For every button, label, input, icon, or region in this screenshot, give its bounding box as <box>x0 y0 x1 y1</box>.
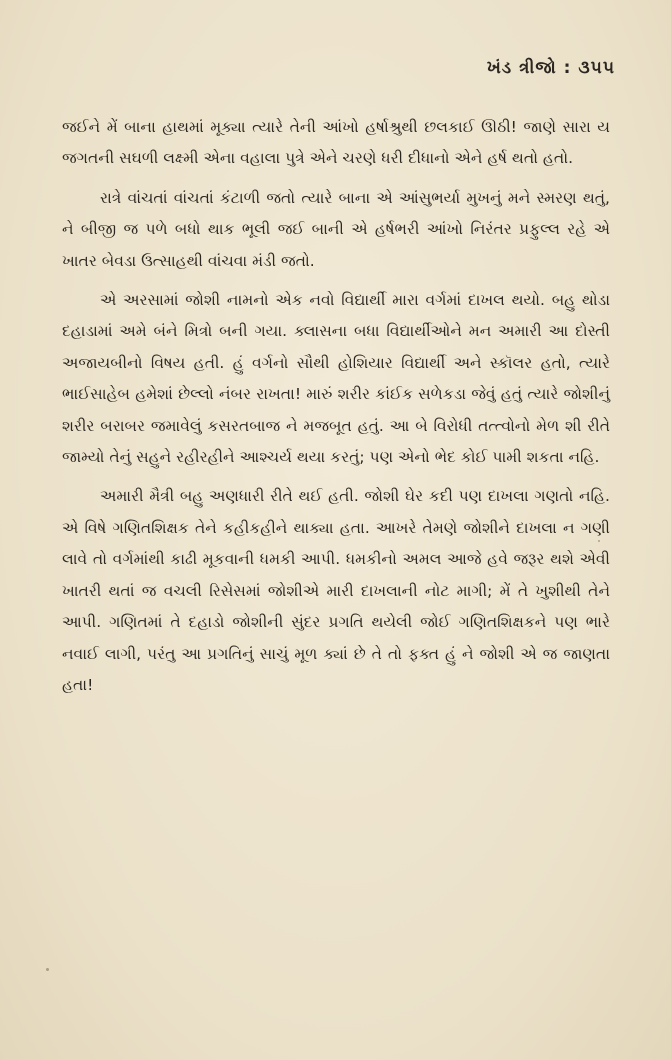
paragraph-3: એ અરસામાં જોશી નામનો એક નવો વિદ્યાર્થી મારા વર્ગમાં દાખલ થયો. બહુ થોડા દહાડામાં અમે બંને મિત્રો બની ગયા. ક્લાસના બધા વિદ્યાર્થીઓને મન અમારી આ દોસ્તી અજાયબીનો વિષય હતી. હું વર્ગનો સૌથી હોશિયાર વિદ્યાર્થી અને સ્કૉલર હતો, ત્યારે ભાઈસાહેબ હમેશાં છેલ્લો નંબર રાખતા! મારું શરીર કાંઈક સળેકડા જેવું હતું ત્યારે જોશીનું શરીર બરાબર જમાવેલું કસરતબાજ ને મજબૂત હતું. આ બે વિરોધી તત્ત્વોનો મેળ શી રીતે જામ્યો તેનું સહુને રહીરહીને આશ્ચર્ય થયા કરતું; પણ એનો ભેદ કોઈ પામી શકતા નહિ. <box>62 291 610 467</box>
paper-speck <box>46 968 49 971</box>
paragraph-1: જઈને મેં બાના હાથમાં મૂક્યા ત્યારે તેની આંખો હર્ષાશ્રુથી છલકાઈ ઊઠી! જાણે સારા ય જગતની સઘળી લક્ષ્મી એના વહાલા પુત્રે એને ચરણે ધરી દીધાનો એને હર્ષ થતો હતો. <box>62 118 610 168</box>
body-text <box>62 112 610 709</box>
running-head: ખંડ ત્રીજો : ૩૫૫ <box>486 58 615 78</box>
paragraph-2: રાત્રે વાંચતાં વાંચતાં કંટાળી જતો ત્યારે બાના એ આંસુભર્યા મુખનું મને સ્મરણ થતું, ને બીજી જ પળે બધો થાક ભૂલી જઈ બાની એ હર્ષભરી આંખો નિરંતર પ્રફુલ્લ રહે એ ખાતર બેવડા ઉત્સાહથી વાંચવા મંડી જતો. <box>62 188 610 270</box>
paragraph-4: અમારી મૈત્રી બહુ અણધારી રીતે થઈ હતી. જોશી ઘેર કદી પણ દાખલા ગણતો નહિ. એ વિષે ગણિતશિક્ષક તેને કહીકહીને થાક્યા હતા. આખરે તેમણે જોશીને દાખલા ન ગણી લાવે તો વર્ગમાંથી કાઢી મૂકવાની ધમકી આપી. ધમકીનો અમલ આજે હવે જરૂર થશે એવી ખાતરી થતાં જ વચલી રિસેસમાં જોશીએ મારી દાખલાની નોટ માગી; મેં તે ખુશીથી તેને આપી. ગણિતમાં તે દહાડો જોશીની સુંદર પ્રગતિ થયેલી જોઈ ગણિતશિક્ષકને પણ ભારે નવાઈ લાગી, પરંતુ આ પ્રગતિનું સાચું મૂળ ક્યાં છે તે તો ફક્ત હું ને જોશી એ જ જાણતા હતા! <box>62 487 610 694</box>
paper-speck <box>598 540 600 542</box>
